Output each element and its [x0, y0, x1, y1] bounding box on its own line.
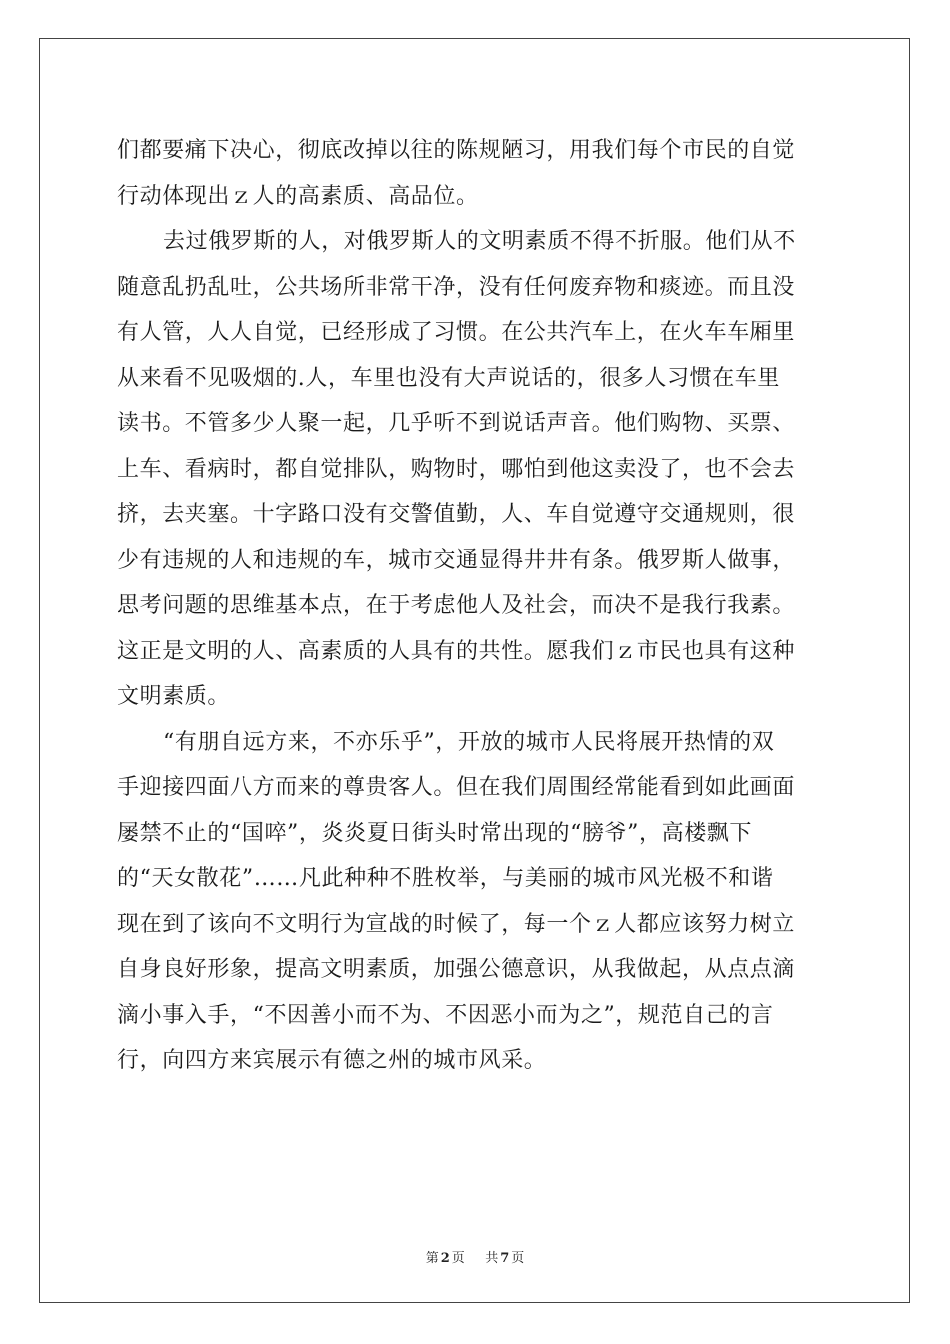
text-line: 从来看不见吸烟的.人，车里也没有大声说话的，很多人习惯在车里	[117, 365, 780, 391]
text-line: “有朋自远方来，不亦乐乎”，开放的城市人民将展开热情的双	[163, 729, 775, 755]
text-line: 手迎接四面八方而来的尊贵客人。但在我们周围经常能看到如此画面	[117, 775, 796, 800]
text-line: 自身良好形象，提高文明素质，加强公德意识，从我做起，从点点滴	[117, 957, 796, 982]
text-line: 读书。不管多少人聚一起，几乎听不到说话声音。他们购物、买票、	[117, 411, 796, 436]
text-line: 的“天女散花”……凡此种种不胜枚举，与美丽的城市风光极不和谐	[117, 866, 774, 891]
text-line: 们都要痛下决心，彻底改掉以往的陈规陋习，用我们每个市民的自觉	[117, 138, 796, 163]
total-prefix: 共	[485, 1251, 499, 1266]
text-line: 现在到了该向不文明行为宣战的时候了，每一个ｚ人都应该努力树立	[117, 911, 796, 937]
page-prefix: 第	[425, 1251, 439, 1266]
text-line: 有人管，人人自觉，已经形成了习惯。在公共汽车上，在火车车厢里	[117, 320, 796, 345]
total-pages: 7	[500, 1251, 510, 1266]
page-indicator	[424, 1251, 467, 1266]
text-line: 这正是文明的人、高素质的人具有的共性。愿我们ｚ市民也具有这种	[117, 638, 796, 664]
total-indicator	[483, 1251, 526, 1266]
text-line: 滴小事入手，“不因善小而不为、不因恶小而为之”，规范自己的言	[117, 1002, 774, 1028]
text-line: 文明素质。	[117, 684, 231, 709]
text-line: 挤，去夹塞。十字路口没有交警值勤，人、车自觉遵守交通规则，很	[117, 502, 796, 527]
text-line: 去过俄罗斯的人，对俄罗斯人的文明素质不得不折服。他们从不	[163, 229, 796, 254]
text-line: 上车、看病时，都自觉排队，购物时，哪怕到他这卖没了，也不会去	[117, 456, 796, 482]
text-line: 少有违规的人和违规的车，城市交通显得井井有条。俄罗斯人做事，	[117, 547, 796, 573]
page-footer	[0, 1247, 950, 1266]
page-suffix: 页	[451, 1251, 465, 1266]
total-suffix: 页	[511, 1251, 525, 1266]
text-line: 思考问题的思维基本点，在于考虑他人及社会，而决不是我行我素。	[117, 593, 796, 618]
text-line: 随意乱扔乱吐，公共场所非常干净，没有任何废弃物和痰迹。而且没	[117, 274, 796, 300]
text-line: 屡禁不止的“国啐”，炎炎夏日街头时常出现的“膀爷”，高楼飘下	[117, 820, 752, 846]
text-line: 行动体现出ｚ人的高素质、高品位。	[117, 183, 479, 209]
text-line: 行，向四方来宾展示有德之州的城市风采。	[117, 1048, 547, 1073]
page-number: 2	[440, 1251, 450, 1266]
document-body	[117, 128, 837, 1084]
